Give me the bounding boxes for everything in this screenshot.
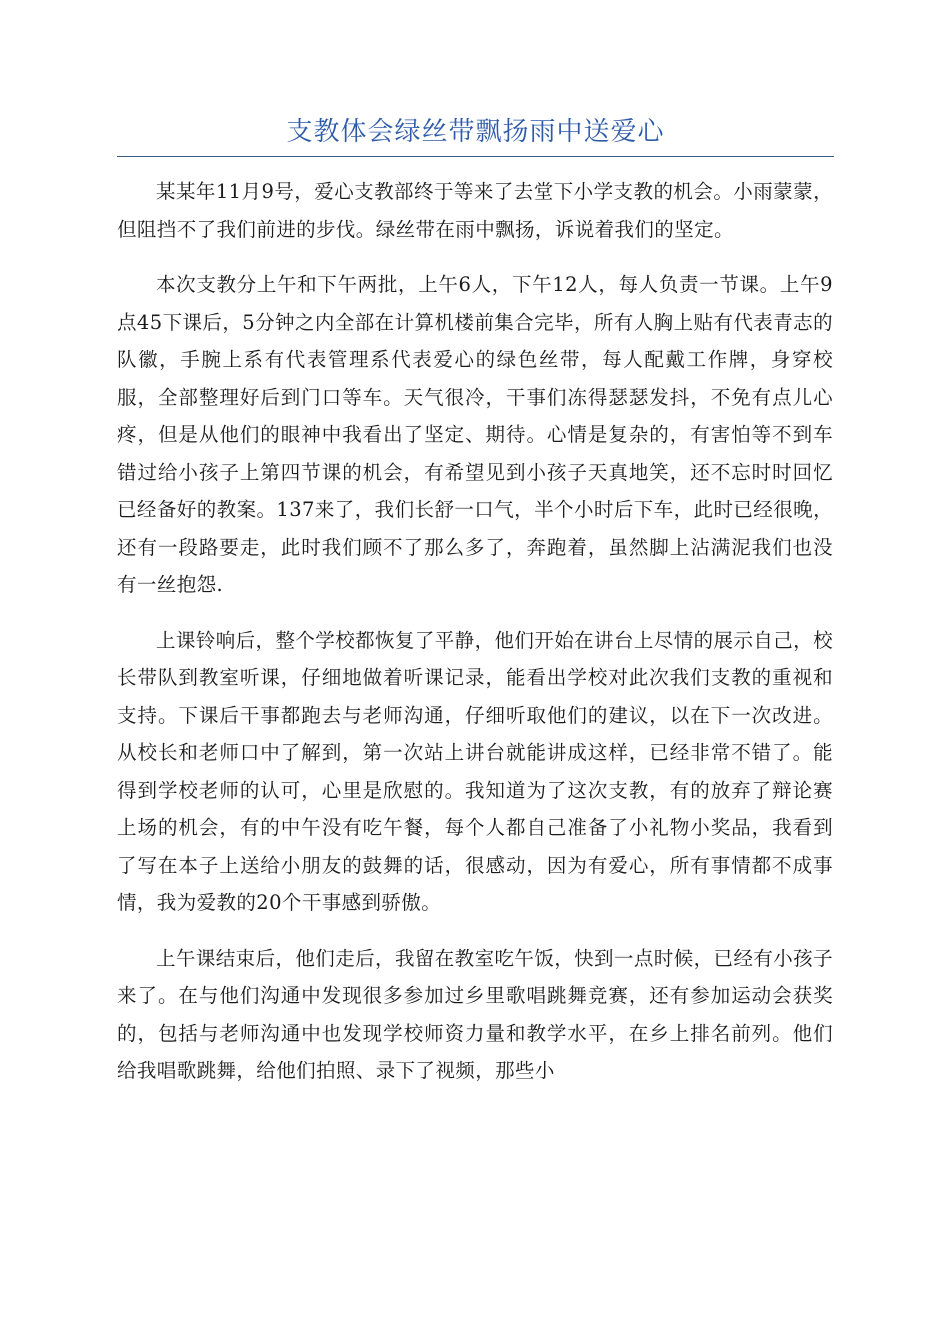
paragraph-4: 上午课结束后，他们走后，我留在教室吃午饭，快到一点时候，已经有小孩子来了。在与他们沟通中发现很多参加过乡里歌唱跳舞竞赛，还有参加运动会获奖的，包括与老师沟通中也发现学校师资力量和教学水平，在乡上排名前列。他们给我唱歌跳舞，给他们拍照、录下了视频，那些小 [117,946,833,1082]
title-block [117,112,834,157]
paragraph-2: 本次支教分上午和下午两批，上午6人，下午12人，每人负责一节课。上午9点45下课后，5分钟之内全部在计算机楼前集合完毕，所有人胸上贴有代表青志的队徽，手腕上系有代表管理系代表爱心的绿色丝带，每人配戴工作牌，身穿校服，全部整理好后到门口等车。天气很冷，干事们冻得瑟瑟发抖，不免有点儿心疼，但是从他们的眼神中我看出了坚定、期待。心情是复杂的，有害怕等不到车错过给小孩子上第四节课的机会，有希望见到小孩子天真地笑，还不忘时时回忆已经备好的教案。137来了，我们长舒一口气，半个小时后下车，此时已经很晚，还有一段路要走，此时我们顾不了那么多了，奔跑着，虽然脚上沾满泥我们也没有一丝抱怨. [117,273,833,596]
document-body [117,173,833,1108]
document-title: 支教体会绿丝带飘扬雨中送爱心 [286,117,665,147]
paragraph-1: 某某年11月9号，爱心支教部终于等来了去堂下小学支教的机会。小雨蒙蒙，但阻挡不了我们前进的步伐。绿丝带在雨中飘扬，诉说着我们的坚定。 [117,180,833,241]
paragraph-3: 上课铃响后，整个学校都恢复了平静，他们开始在讲台上尽情的展示自己，校长带队到教室听课，仔细地做着听课记录，能看出学校对此次我们支教的重视和支持。下课后干事都跑去与老师沟通，仔细听取他们的建议，以在下一次改进。从校长和老师口中了解到，第一次站上讲台就能讲成这样，已经非常不错了。能得到学校老师的认可，心里是欣慰的。我知道为了这次支教，有的放弃了辩论赛上场的机会，有的中午没有吃午餐，每个人都自己准备了小礼物小奖品，我看到了写在本子上送给小朋友的鼓舞的话，很感动，因为有爱心，所有事情都不成事情，我为爱教的20个干事感到骄傲。 [117,628,833,914]
